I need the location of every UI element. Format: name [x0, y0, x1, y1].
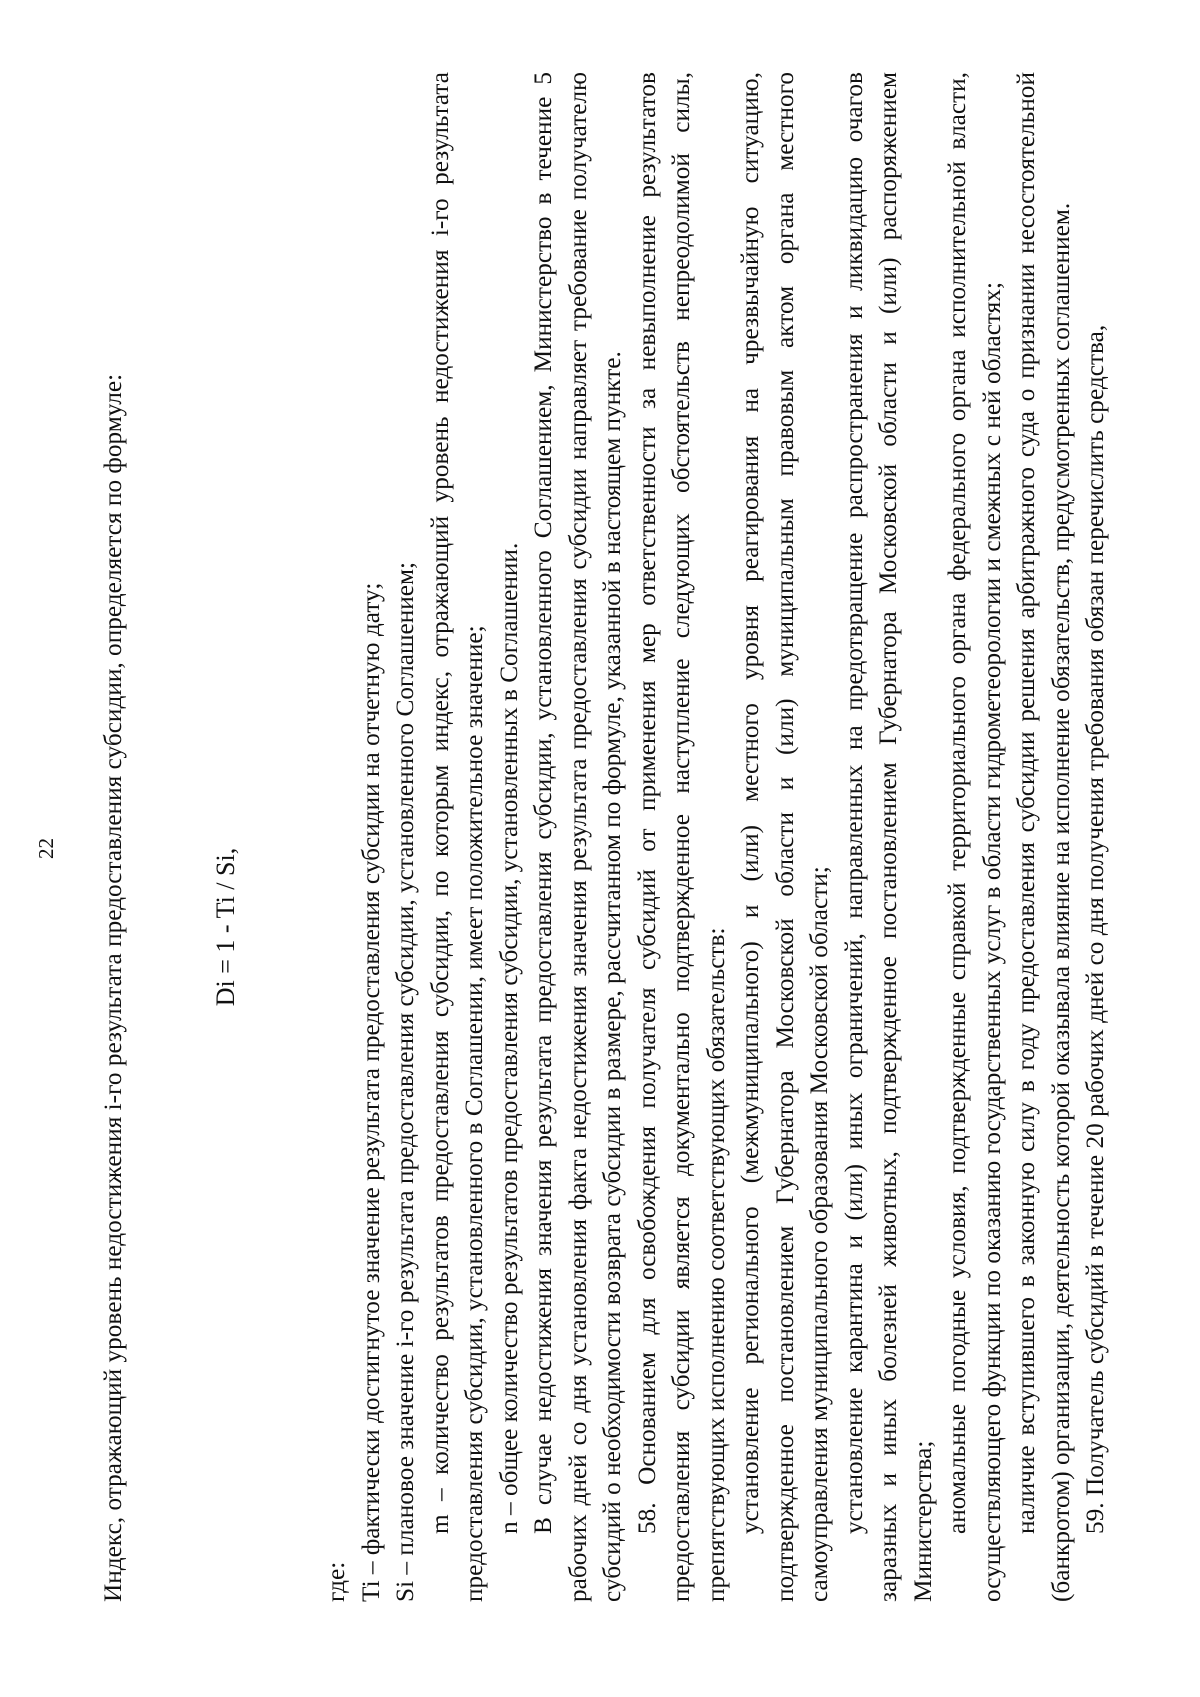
page-content	[96, 72, 1113, 1602]
formula: Di = 1 - Ti / Si,	[210, 847, 240, 1007]
paragraph-quarantine: установление карантина и (или) иных ограничений, направленных на предотвращение распространения и ликвидацию очагов заразных и иных болезней животных, подтвержденное постановлением Губернатора Московской области и (или) распоряжением Министерства;	[839, 72, 937, 1602]
paragraph-59: 59. Получатель субсидий в течение 20 рабочих дней со дня получения требования обязан перечислить средства,	[1081, 324, 1109, 1534]
paragraph-bankruptcy: наличие вступившего в законную силу в году предоставления субсидии решения арбитражного суда о признании несостоятельной (банкротом) организации, деятельность которой оказывала влияние на исполнение обязательств, предусмотренных соглашением.	[1012, 72, 1075, 1602]
intro-paragraph: Индекс, отражающий уровень недостижения i-го результата предоставления субсидии, определяется по формуле:	[99, 373, 127, 1602]
definition-m: m – количество результатов предоставления субсидии, по которым индекс, отражающий уровень недостижения i-го результата предоставления субсидии, установленного в Соглашении, имеет положительное значение;	[425, 72, 488, 1602]
paragraph-refund-requirement: В случае недостижения значения результата предоставления субсидии, установленного Соглашением, Министерство в течение 5 рабочих дней со дня установления факта недостижения значения результата предоставления субсидии направляет требование получателю субсидий о необходимости возврата субсидии в размере, рассчитанном по формуле, указанной в настоящем пункте.	[529, 72, 626, 1602]
paragraph-weather: аномальные погодные условия, подтвержденные справкой территориального органа федерального органа исполнительной власти, осуществляющего функции по оказанию государственных услуг в области гидрометеорологии и смежных с ней областях;	[943, 72, 1006, 1602]
paragraph-58: 58. Основанием для освобождения получателя субсидий от применения мер ответственности за невыполнение результатов предоставления субсидии является документально подтвержденное наступление следующих обстоятельств непреодолимой силы, препятствующих исполнению соответствующих обязательств:	[632, 72, 730, 1602]
page-number: 22	[34, 838, 58, 859]
where-label: где:	[322, 1561, 350, 1602]
definition-ti: Ti – фактически достигнутое значение результата предоставления субсидии на отчетную дату;	[356, 582, 385, 1602]
definition-n: n – общее количество результатов предоставления субсидии, установленных в Соглашении.	[494, 542, 523, 1534]
definition-si: Si – плановое значение i-го результата предоставления субсидии, установленного Соглашением;	[391, 561, 419, 1602]
paragraph-emergency: установление регионального (межмуниципального) и (или) местного уровня реагирования на чрезвычайную ситуацию, подтвержденное постановлением Губернатора Московской области и (или) муниципальным правовым актом органа местного самоуправления муниципального образования Московской области;	[736, 72, 833, 1602]
